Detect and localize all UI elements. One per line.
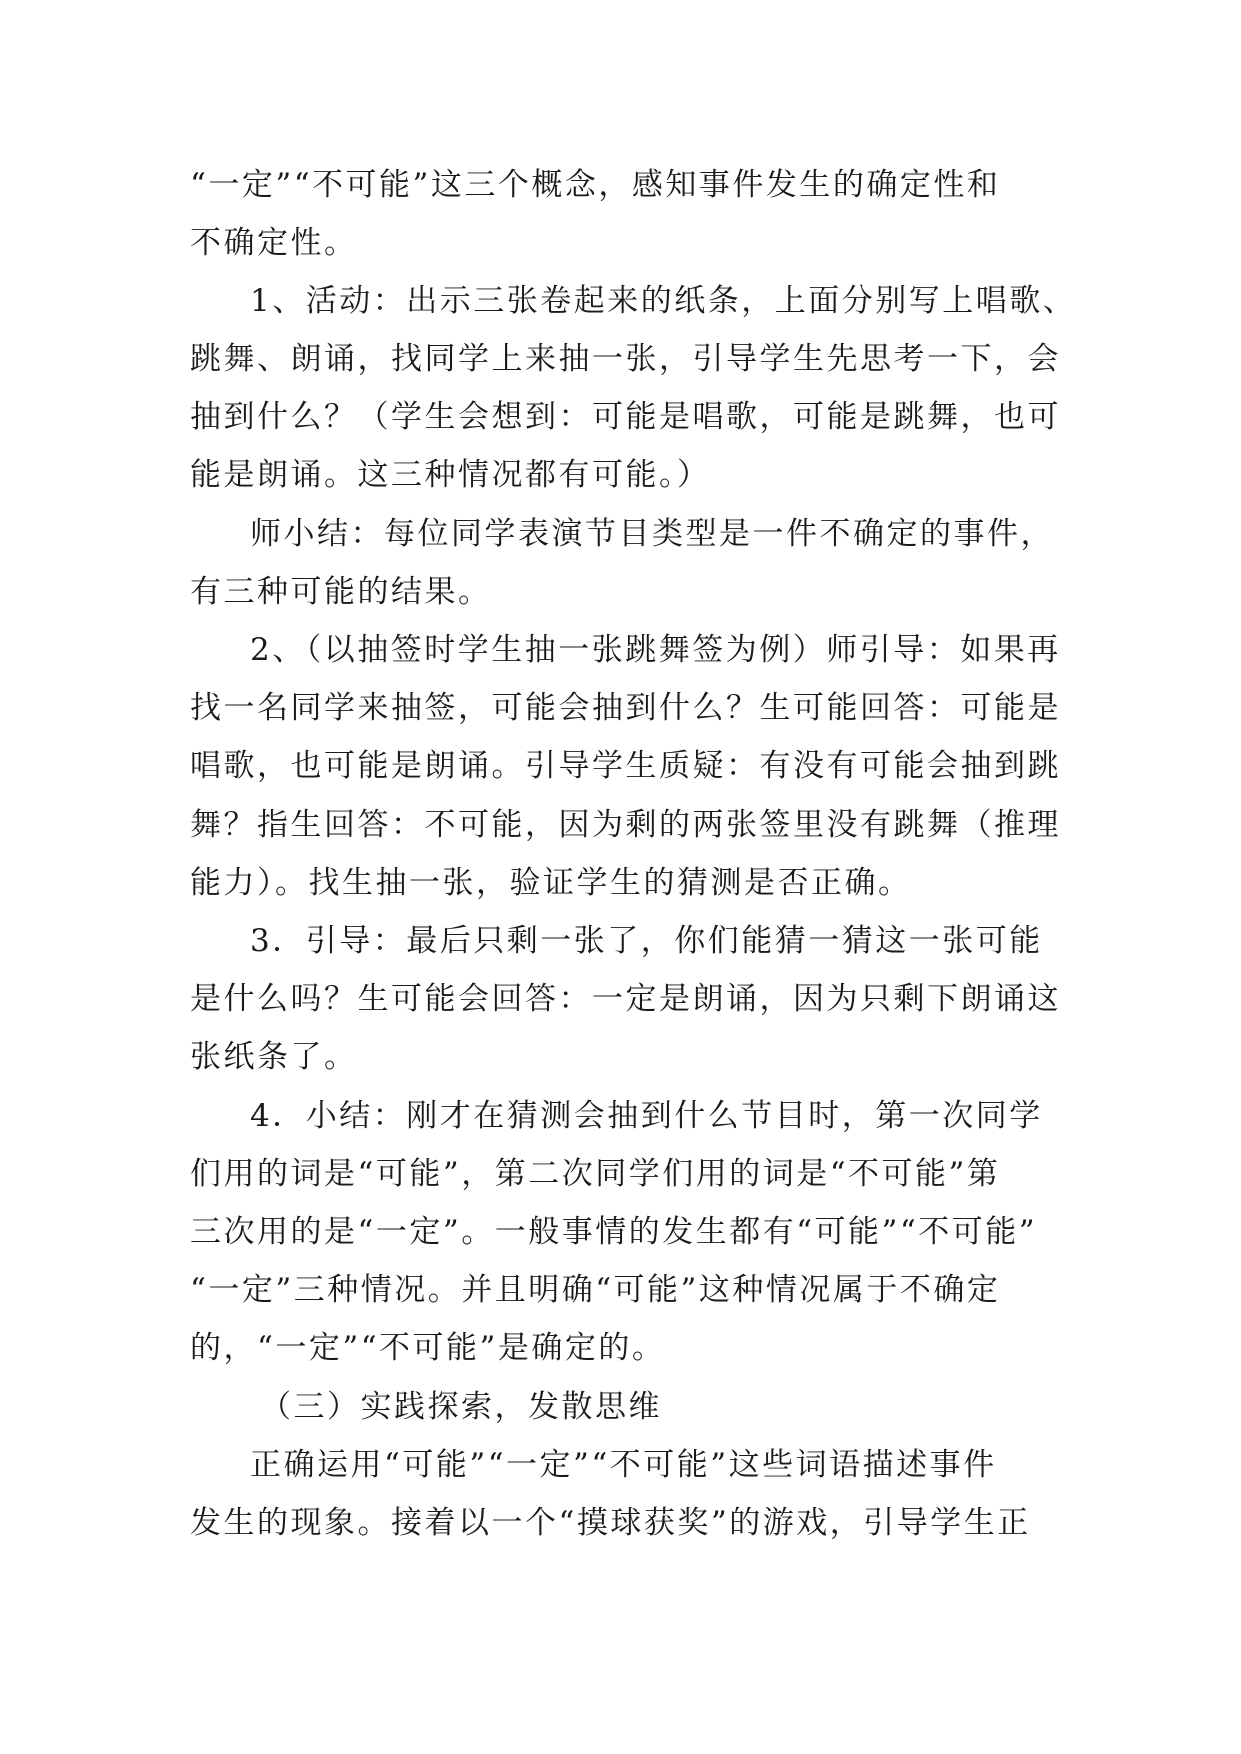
text-line: 有三种可能的结果。	[190, 574, 492, 610]
text-line: 的，“一定”“不可能”是确定的。	[190, 1330, 666, 1366]
text-line: 张纸条了。	[190, 1039, 358, 1075]
text-line: 跳舞、朗诵，找同学上来抽一张，引导学生先思考一下，会	[190, 341, 1061, 377]
text-line: 唱歌，也可能是朗诵。引导学生质疑：有没有可能会抽到跳	[190, 748, 1061, 784]
paragraph-start-line: 3．引导：最后只剩一张了，你们能猜一猜这一张可能	[250, 923, 1043, 959]
paragraph-start-line: 2、（以抽签时学生抽一张跳舞签为例）师引导：如果再	[250, 632, 1061, 668]
text-line: 找一名同学来抽签，可能会抽到什么？生可能回答：可能是	[190, 690, 1061, 726]
text-line: 发生的现象。接着以一个“摸球获奖”的游戏，引导学生正	[190, 1505, 1031, 1541]
text-line: 不确定性。	[190, 225, 358, 261]
text-line: “一定”三种情况。并且明确“可能”这种情况属于不确定	[190, 1272, 1001, 1308]
text-line: 是什么吗？生可能会回答：一定是朗诵，因为只剩下朗诵这	[190, 981, 1061, 1017]
text-line: 能是朗诵。这三种情况都有可能。）	[190, 457, 711, 493]
paragraph-start-line: 师小结：每位同学表演节目类型是一件不确定的事件，	[250, 516, 1054, 552]
paragraph-start-line: 1、活动：出示三张卷起来的纸条，上面分别写上唱歌、	[250, 283, 1077, 319]
section-heading: （三）实践探索，发散思维	[260, 1389, 662, 1425]
paragraph-start-line: 4．小结：刚才在猜测会抽到什么节目时，第一次同学	[250, 1098, 1043, 1134]
text-line: 三次用的是“一定”。一般事情的发生都有“可能”“不可能”	[190, 1214, 1038, 1250]
text-line: 能力）。找生抽一张，验证学生的猜测是否正确。	[190, 865, 912, 901]
text-line: “一定”“不可能”这三个概念，感知事件发生的确定性和	[190, 167, 1001, 203]
text-line: 舞？指生回答：不可能，因为剩的两张签里没有跳舞（推理	[190, 807, 1061, 843]
text-line: 们用的词是“可能”，第二次同学们用的词是“不可能”第	[190, 1156, 1001, 1192]
text-line: 抽到什么？（学生会想到：可能是唱歌，可能是跳舞，也可	[190, 399, 1061, 435]
paragraph-start-line: 正确运用“可能”“一定”“不可能”这些词语描述事件	[250, 1447, 997, 1483]
